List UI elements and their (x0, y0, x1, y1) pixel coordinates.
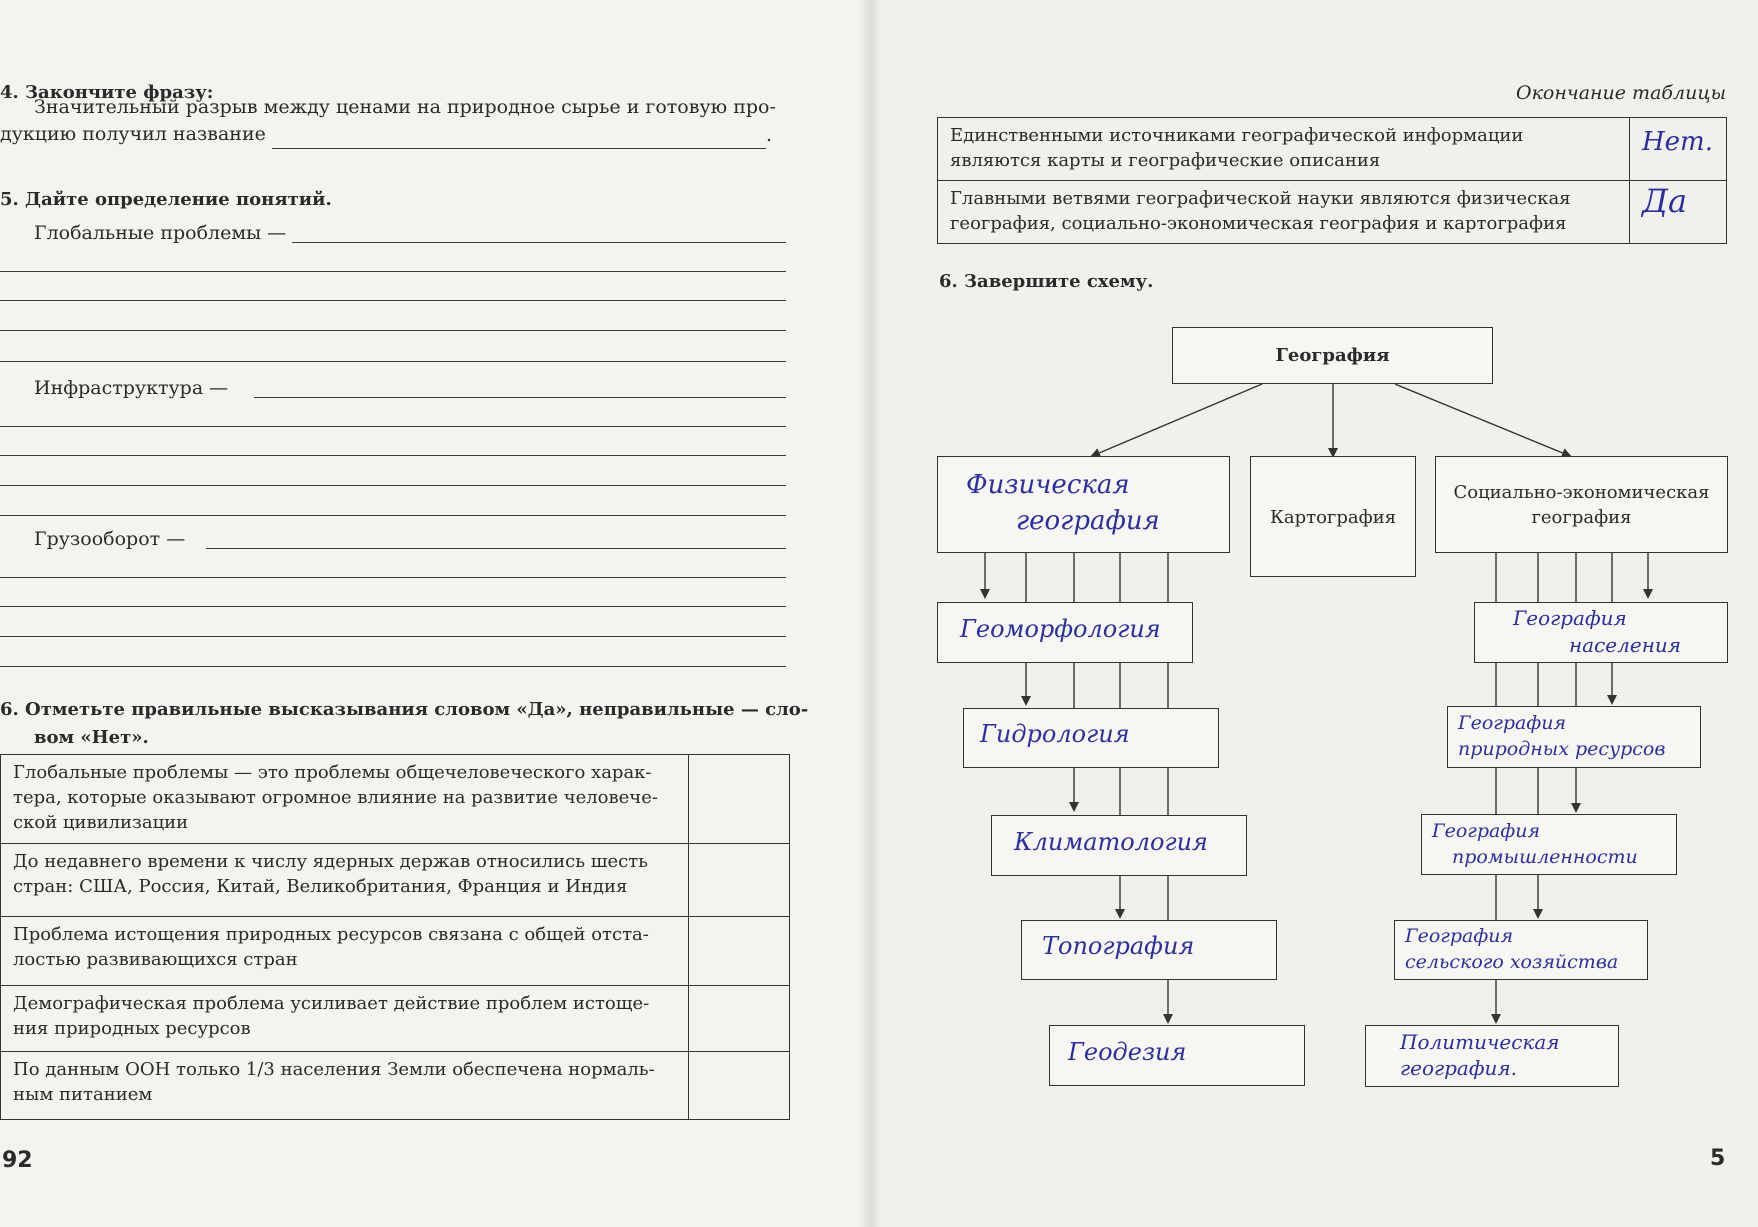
q6-title-line1: 6. Отметьте правильные высказывания словом «Да», неправильные — сло- (0, 699, 809, 720)
handwritten-answer: Геоморфология (960, 615, 1161, 643)
arrow (1395, 384, 1570, 456)
handwritten-answer: География (1513, 606, 1627, 630)
q6-title-line2: вом «Нет». (34, 727, 149, 748)
left-sub-box[interactable] (991, 815, 1247, 876)
statement-line: Проблема истощения природных ресурсов связана с общей отста- (13, 924, 649, 945)
handwritten-answer: Топография (1042, 932, 1195, 960)
physical-geography-box[interactable] (937, 456, 1230, 553)
page-number-right: 5 (1710, 1146, 1726, 1171)
handwritten-answer: География (1432, 820, 1541, 842)
handwritten-answer: промышленности (1452, 846, 1638, 868)
q4-text-line1: Значительный разрыв между ценами на природное сырье и готовую про- (34, 96, 776, 118)
socio-economic-geography-box (1435, 456, 1728, 553)
statement-line: география, социально-экономическая география и картография (950, 213, 1567, 234)
scheme-task-title: 6. Завершите схему. (939, 271, 1154, 292)
statement-line: Главными ветвями географической науки являются физическая (950, 188, 1571, 209)
statement-line: стран: США, Россия, Китай, Великобритания, Франция и Индия (13, 876, 628, 897)
socio-label-line2: география (1531, 507, 1632, 528)
handwritten-answer: География (1405, 925, 1514, 947)
statement-line: ской цивилизации (13, 812, 189, 833)
statement-line: тера, которые оказывают огромное влияние на развитие человече- (13, 787, 658, 808)
scheme-root-box (1172, 327, 1493, 384)
q4-title: 4. Закончите фразу: (0, 82, 214, 103)
q5-title: 5. Дайте определение понятий. (0, 189, 332, 210)
right-sub-box[interactable] (1421, 814, 1677, 875)
table-caption: Окончание таблицы (1516, 82, 1727, 104)
handwritten-answer: Геодезия (1068, 1038, 1187, 1066)
handwritten-answer: Гидрология (980, 720, 1130, 748)
statement-line: лостью развивающихся стран (13, 949, 298, 970)
page-number-left: 92 (2, 1148, 33, 1173)
q5-term-infrastructure: Инфраструктура — (34, 377, 229, 399)
statement-line: По данным ООН только 1/3 населения Земли обеспечена нормаль- (13, 1059, 655, 1080)
statement-line: Единственными источниками географической информации (950, 125, 1524, 146)
q5-term-freight-turnover: Грузооборот — (34, 528, 186, 550)
q4-period: . (766, 124, 773, 146)
right-sub-box[interactable] (1394, 920, 1648, 980)
right-sub-box[interactable] (1447, 706, 1701, 768)
q5-term-global-problems: Глобальные проблемы — (34, 222, 287, 244)
arrow (1092, 384, 1262, 456)
handwritten-answer: природных ресурсов (1458, 738, 1666, 760)
handwritten-answer: сельского хозяйства (1405, 951, 1619, 973)
right-sub-box[interactable] (1474, 602, 1728, 663)
handwritten-answer: география (1016, 506, 1160, 536)
statement-line: ния природных ресурсов (13, 1018, 251, 1039)
left-sub-box[interactable] (963, 708, 1219, 768)
statement-line: являются карты и географические описания (950, 150, 1381, 171)
answer-cell[interactable]: Да (1630, 181, 1727, 244)
handwritten-answer: Физическая (966, 470, 1130, 500)
statement-line: ным питанием (13, 1084, 153, 1105)
handwritten-answer: Климатология (1014, 828, 1208, 856)
right-sub-box[interactable] (1365, 1025, 1619, 1087)
left-sub-box[interactable] (1021, 920, 1277, 980)
handwritten-answer: География (1458, 712, 1567, 734)
answer-cell[interactable]: Нет. (1630, 118, 1727, 181)
left-sub-box[interactable] (937, 602, 1193, 663)
handwritten-answer: Политическая (1400, 1030, 1560, 1054)
statement-line: Демографическая проблема усиливает действие проблем истоще- (13, 993, 650, 1014)
statement-line: Глобальные проблемы — это проблемы общечеловеческого харак- (13, 762, 652, 783)
q4-text-line2: дукцию получил название (0, 123, 266, 145)
cartography-box (1250, 456, 1416, 577)
scheme-root-label: География (1275, 345, 1390, 366)
cartography-label: Картография (1269, 507, 1397, 528)
handwritten-answer: населения (1569, 633, 1682, 657)
left-sub-box[interactable] (1049, 1025, 1305, 1086)
handwritten-answer: география. (1400, 1056, 1517, 1080)
socio-label-line1: Социально-экономическая (1453, 482, 1710, 503)
statement-line: До недавнего времени к числу ядерных держав относились шесть (13, 851, 648, 872)
